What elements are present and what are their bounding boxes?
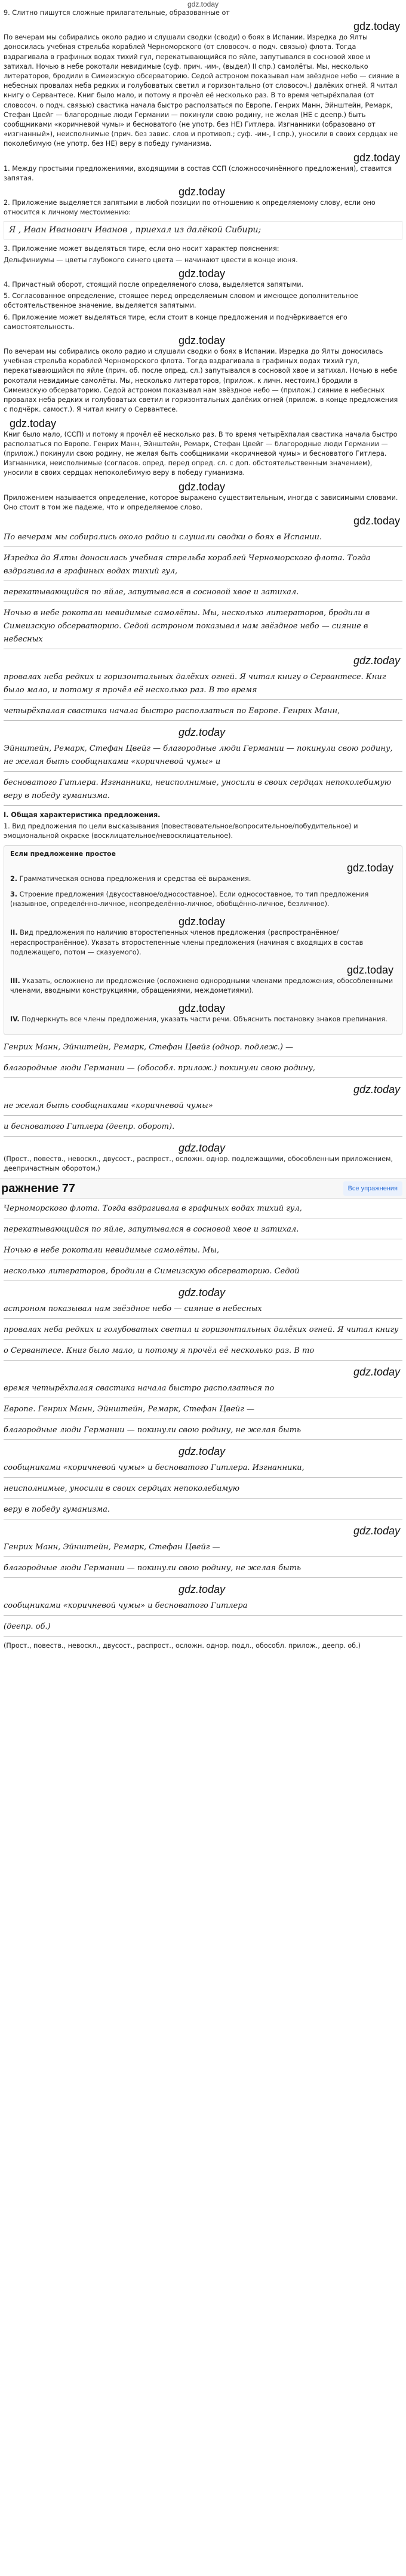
exercise-header xyxy=(0,1178,406,1199)
watermark: gdz.today xyxy=(178,1286,226,1298)
hand-line: (деепр. об.) xyxy=(4,1620,402,1637)
watermark: gdz.today xyxy=(353,514,400,527)
hand-line: Изредка до Ялты доносилась учебная стрельба кораблей Черноморского флота. Тогда вздрагивала в графиных водах тихий гул, xyxy=(4,552,402,581)
plan-item: 3. Строение предложения (двусоставное/односоставное). Если односоставное, то тип предложения (назывное, определённо-личное, неопределённо-личное, обобщённо-личное, безличное). xyxy=(10,890,371,908)
paragraph: 1. Между простыми предложениями, входящими в состав ССП (сложносочинённого предложения), ставится запятая. xyxy=(4,164,394,182)
site-header xyxy=(0,0,406,8)
paragraph: По вечерам мы собирались около радио и слушали сводки (своди) о боях в Испании. Изредка до Ялты доносилась учебная стрельба кораблей Черноморского (от словосоч. о подч. связью) флота. Тогда вздрагивала в графиных водах тихий гул, перекатывающийся по яйле, запутывался в сосновой хвое и затихал. Ночью в небе рокотали невидимые (суф. прич. -им-, (выдел) II спр.) самолёты. Мы, несколько литераторов, бродили в Симеизскую обсерваторию. Седой астроном показывал нам звёздное небо — сияние в небесных провалах неба редких и голубоватых светил и горизонтально (от словосоч.) далёких огней. Я читал книгу о Сервантесе. Книг было мало, и потому я прочёл её несколько раз. В то время четырёхпалая (от словосоч. о подч. связью) свастика начала быстро расползаться по Европе. Генрих Манн, Эйнштейн, Ремарк, Стефан Цвейг — благородные люди Германии — покинули свою родину, не желая (НЕ с деепр.) быть сообщниками «коричневой чумы» и бесноватого (не употр. без НЕ) Гитлера. Изгнанники (образовано от «изгнанный»), неисполнимые (прич. без завис. слов и противоп.; суф. -им-, I спр.), уносили в своих сердцах не поколебимую (не употр. без НЕ) веру в победу гуманизма. xyxy=(4,33,402,148)
paragraph: 4. Причастный оборот, стоящий после определяемого слова, выделяется запятыми. xyxy=(4,281,304,289)
watermark: gdz.today xyxy=(178,1002,226,1015)
hand-line: сообщниками «коричневой чумы» и бесноватого Гитлера. Изгнанники, xyxy=(4,1462,402,1478)
hand-line: о Сервантесе. Книг было мало, и потому я прочёл её несколько раз. В то xyxy=(4,1344,402,1361)
analysis-intro: 1. Вид предложения по цели высказывания (повествовательное/вопросительное/побудительное) и эмоциональной окраске (восклицательное/невосклицательное). xyxy=(4,822,361,840)
paragraph: 2. Приложение выделяется запятыми в любой позиции по отношению к определяемому слову, если оно относится к личному местоимению: xyxy=(4,199,378,217)
hand-line: сообщниками «коричневой чумы» и бесноватого Гитлера xyxy=(4,1599,402,1616)
analysis-heading: I. Общая характеристика предложения. xyxy=(4,810,161,819)
hand-line: время четырёхпалая свастика начала быстро расползаться по xyxy=(4,1382,402,1398)
hand-line: провалах неба редких и голубоватых светил и горизонтальных далёких огней. Я читал книгу xyxy=(4,1324,402,1340)
watermark: gdz.today xyxy=(178,268,226,280)
hand-line: астроном показывал нам звёздное небо — сияние в небесных xyxy=(4,1303,402,1319)
hand-line: По вечерам мы собирались около радио и слушали сводки о боях в Испании. xyxy=(4,531,402,547)
analysis-section xyxy=(0,810,406,842)
hand-line: неисполнимые, уносили в своих сердцах непоколебимую xyxy=(4,1482,402,1499)
hand-line: перекатывающийся по яйле, запутывался в сосновой хвое и затихал. xyxy=(4,1223,402,1239)
watermark: gdz.today xyxy=(178,1583,226,1595)
hand-line: и бесноватого Гитлера (деепр. оборот). xyxy=(4,1120,402,1137)
paragraph: 6. Приложение может выделяться тире, если стоит в конце предложения и подчёркивается его самостоятельность. xyxy=(4,313,350,331)
paragraph: Дельфиниумы — цветы глубокого синего цвета — начинают цвести в конце июня. xyxy=(4,256,298,264)
watermark: gdz.today xyxy=(353,1524,400,1537)
watermark: gdz.today xyxy=(346,861,393,874)
paragraph: По вечерам мы собирались около радио и слушали сводки о боях в Испании. Изредка до Ялты доносилась учебная стрельба кораблей Черноморского флота. Тогда вздрагивала в графиных водах тихий гул, перекатывающийся по яйле (прич. об. после опред. сл.) запутывался в сосновой хвое и затихал. Ночью в небе рокотали невидимые самолёты. Мы, несколько литераторов, (прилож. к личн. местоим.) бродили в Симеизскую обсерваторию. Седой астроном показывал нам звёздное небо — (прилож.) сияние в небесных провалах неба редких и голубоватых светил и горизонтальных далёких огней (прилож. в конце предложения с подчёрк. самост.). Я читал книгу о Сервантесе. xyxy=(4,348,400,414)
paragraph: Приложением называется определение, которое выражено существительным, иногда с зависимыми словами. Оно стоит в том же падеже, что и определяемое слово. xyxy=(4,493,401,511)
paragraph: Книг было мало, (ССП) и потому я прочёл её несколько раз. В то время четырёхпалая свастика начала быстро расползаться по Европе. Генрих Манн, Эйнштейн, Ремарк, Стефан Цвейг — благородные люди Германии — (прилож.) покинули свою родину, не желая быть сообщниками «коричневой чумы» и бесноватого Гитлера. Изгнанники, неисполнимые (согласов. опред. перед опред. сл. с доп. обстоятельственным значением), уносили в своих сердцах непоколебимую веру в победу гуманизма. xyxy=(4,430,400,477)
hand-line: Ночью в небе рокотали невидимые самолёты. Мы, xyxy=(4,1244,402,1260)
watermark: gdz.today xyxy=(10,417,57,429)
watermark: gdz.today xyxy=(178,480,226,493)
paragraph: 5. Согласованное определение, стоящее перед определяемым словом и имеющее дополнительное обстоятельственное значение, выделяется запятыми. xyxy=(4,292,361,310)
watermark: gdz.today xyxy=(178,1445,226,1457)
paragraph: 3. Приложение может выделяться тире, если оно носит характер пояснения: xyxy=(4,244,279,253)
plan-item: IV. Подчеркнуть все члены предложения, указать части речи. Объяснить постановку знаков препинания. xyxy=(10,1015,387,1024)
watermark: gdz.today xyxy=(353,654,400,667)
hand-line: Эйнштейн, Ремарк, Стефан Цвейг — благородные люди Германии — покинули свою родину, не желая быть сообщниками «коричневой чумы» и xyxy=(4,742,402,772)
all-exercises-link[interactable]: Все упражнения xyxy=(343,1181,402,1196)
exercise-result: (Прост., повеств., невоскл., двусост., распрост., осложн. однор. подл., обособл. прилож., деепр. об.) xyxy=(4,1641,361,1650)
example-text: Я , Иван Иванович Иванов , приехал из далёкой Сибири; xyxy=(9,225,262,235)
hand-line: благородные люди Германии — покинули свою родину, не желая быть xyxy=(4,1424,402,1440)
plan-item: III. Указать, осложнено ли предложение (осложнено однородными членами предложения, обособленными членами, вводными конструкциями, обращениями, междометиями). xyxy=(10,977,395,995)
hand-line: не желая быть сообщниками «коричневой чумы» xyxy=(4,1100,402,1116)
plan-title: Если предложение простое xyxy=(10,849,116,858)
watermark: gdz.today xyxy=(353,1083,400,1095)
watermark: gdz.today xyxy=(178,1141,226,1154)
watermark: gdz.today xyxy=(178,726,226,738)
watermark: gdz.today xyxy=(353,20,400,33)
watermark: gdz.today xyxy=(346,963,393,976)
watermark: gdz.today xyxy=(178,916,226,928)
handwritten-answer xyxy=(4,531,402,806)
site-name[interactable]: gdz.today xyxy=(187,0,219,8)
handwritten-parse xyxy=(0,1041,406,1155)
hand-line: Ночью в небе рокотали невидимые самолёты. Мы, несколько литераторов, бродили в Симеизскую обсерваторию. Седой астроном показывал нам звёздное небо — сияние в небесных xyxy=(4,607,402,649)
exercise-title: ражнение 77 xyxy=(1,1181,76,1195)
hand-line: Генрих Манн, Эйнштейн, Ремарк, Стефан Цвейг (однор. подлеж.) — xyxy=(4,1041,402,1057)
hand-line: несколько литераторов, бродили в Симеизскую обсерваторию. Седой xyxy=(4,1265,402,1281)
paragraph: 9. Слитно пишутся сложные прилагательные, образованные от xyxy=(4,9,230,17)
hand-line: благородные люди Германии — (обособл. прилож.) покинули свою родину, xyxy=(4,1062,402,1078)
watermark: gdz.today xyxy=(353,1365,400,1378)
hand-line: Черноморского флота. Тогда вздрагивала в графиных водах тихий гул, xyxy=(4,1202,402,1218)
analysis-result: (Прост., повеств., невоскл., двусост., распрост., осложн. однор. подлежащими, обособленным приложением, деепричастным оборотом.) xyxy=(4,1155,395,1172)
exercise-handwritten xyxy=(0,1202,406,1637)
analysis-plan-card xyxy=(4,845,402,1035)
hand-line: четырёхпалая свастика начала быстро расползаться по Европе. Генрих Манн, xyxy=(4,705,402,721)
hand-line: Европе. Генрих Манн, Эйнштейн, Ремарк, Стефан Цвейг — xyxy=(4,1403,402,1419)
watermark: gdz.today xyxy=(353,151,400,164)
content-top xyxy=(0,8,406,806)
watermark: gdz.today xyxy=(178,186,226,198)
hand-line: благородные люди Германии — покинули свою родину, не желая быть xyxy=(4,1562,402,1578)
hand-line: бесноватого Гитлера. Изгнанники, неисполнимые, уносили в своих сердцах непоколебимую веру в победу гуманизма. xyxy=(4,776,402,806)
hand-line: веру в победу гуманизма. xyxy=(4,1503,402,1519)
hand-line: Генрих Манн, Эйнштейн, Ремарк, Стефан Цвейг — xyxy=(4,1541,402,1557)
watermark: gdz.today xyxy=(178,334,226,347)
hand-line: провалах неба редких и горизонтальных далёких огней. Я читал книгу о Сервантесе. Книг было мало, и потому я прочёл её несколько раз. В то время xyxy=(4,671,402,700)
plan-item: II. Вид предложения по наличию второстепенных членов предложения (распространённое/нераспространённое). Указать второстепенные члены предложения (начиная с входящих в состав подлежащего, потом — сказуемого). xyxy=(10,929,365,956)
plan-item: 2. Грамматическая основа предложения и средства её выражения. xyxy=(10,874,251,883)
hand-line: перекатывающийся по яйле, запутывался в сосновой хвое и затихал. xyxy=(4,586,402,602)
example-sentence xyxy=(4,221,402,239)
